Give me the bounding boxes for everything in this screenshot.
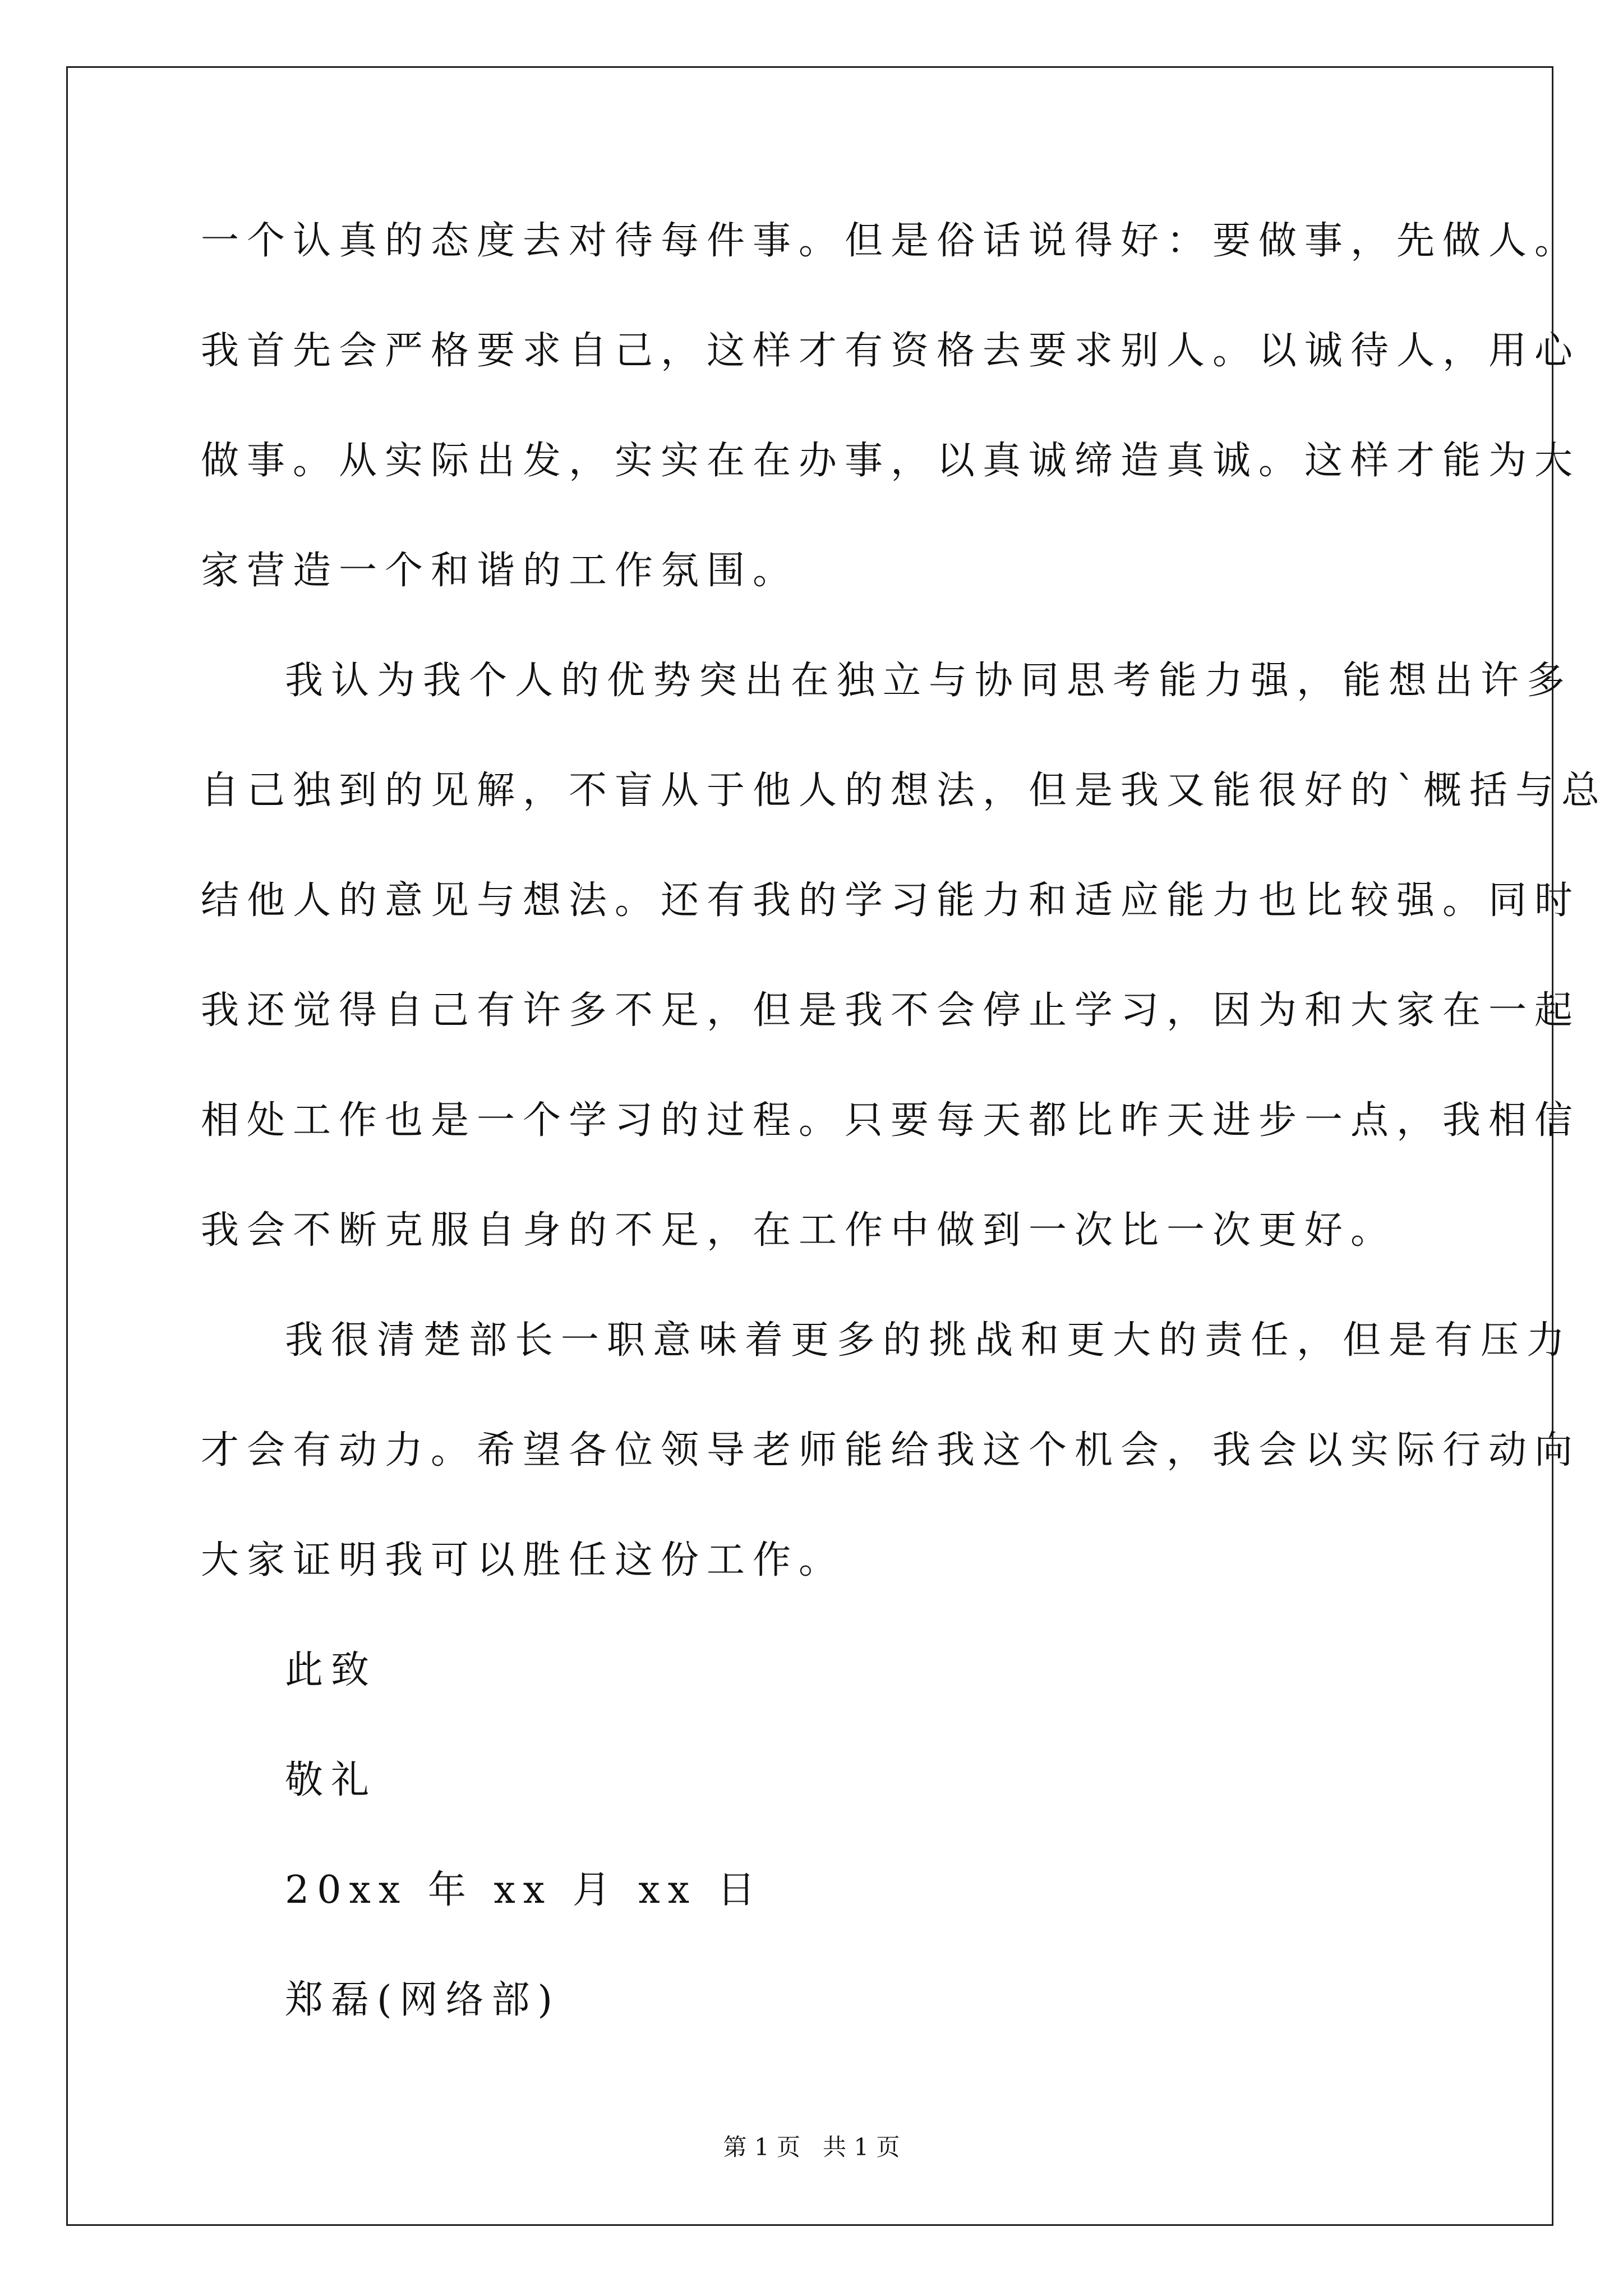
- text-line-7: 结他人的意见与想法。还有我的学习能力和适应能力也比较强。同时: [201, 878, 1581, 923]
- text-line-6: 自己独到的见解，不盲从于他人的想法，但是我又能很好的`概括与总: [201, 769, 1608, 813]
- text-line-9: 相处工作也是一个学习的过程。只要每天都比昨天进步一点，我相信: [201, 1098, 1581, 1143]
- text-line-8: 我还觉得自己有许多不足，但是我不会停止学习，因为和大家在一起: [201, 988, 1581, 1033]
- text-line-5: 我认为我个人的优势突出在独立与协同思考能力强，能想出许多: [285, 659, 1573, 703]
- closing-salutation: 此致: [285, 1648, 377, 1692]
- signature-line: 郑磊(网络部): [285, 1978, 561, 2022]
- text-line-13: 大家证明我可以胜任这份工作。: [201, 1538, 845, 1582]
- text-line-11: 我很清楚部长一职意味着更多的挑战和更大的责任，但是有压力: [285, 1318, 1573, 1363]
- page-footer: 第 1 页 共 1 页: [723, 2133, 900, 2161]
- document-body: [201, 213, 1608, 2082]
- text-line-12: 才会有动力。希望各位领导老师能给我这个机会，我会以实际行动向: [201, 1428, 1581, 1473]
- text-line-10: 我会不断克服自身的不足，在工作中做到一次比一次更好。: [201, 1208, 1397, 1253]
- text-line-3: 做事。从实际出发，实实在在办事，以真诚缔造真诚。这样才能为大: [201, 439, 1581, 483]
- text-line-1: 一个认真的态度去对待每件事。但是俗话说得好：要做事，先做人。: [201, 219, 1581, 263]
- text-line-2: 我首先会严格要求自己，这样才有资格去要求别人。以诚待人，用心: [201, 329, 1581, 373]
- date-line: 20xx 年 xx 月 xx 日: [285, 1868, 763, 1912]
- closing-regards: 敬礼: [285, 1758, 377, 1802]
- text-line-4: 家营造一个和谐的工作氛围。: [201, 549, 799, 593]
